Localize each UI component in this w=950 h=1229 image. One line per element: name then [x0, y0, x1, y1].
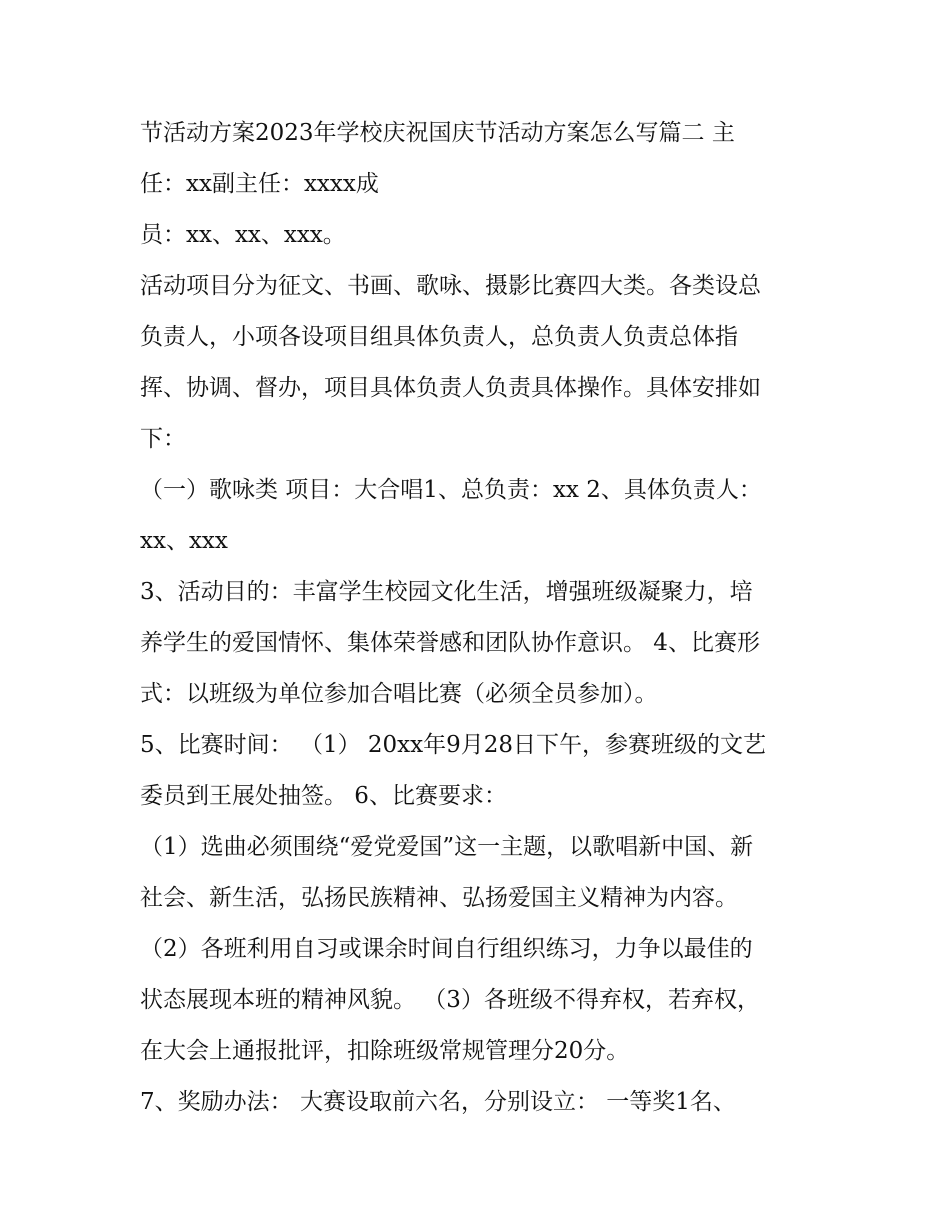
- text-line: 活动项目分为征文、书画、歌咏、摄影比赛四大类。各类设总: [140, 273, 761, 299]
- text-line: （2）各班利用自习或课余时间自行组织练习，力争以最佳的: [140, 936, 753, 962]
- text-line: 任：xx副主任：xxxx成: [140, 171, 379, 197]
- text-line: 状态展现本班的精神风貌。 （3）各班级不得弃权，若弃权，: [140, 987, 760, 1013]
- text-line: 式：以班级为单位参加合唱比赛（必须全员参加）。: [140, 681, 658, 707]
- text-line: 下：: [140, 426, 186, 452]
- text-line: 社会、新生活，弘扬民族精神、弘扬爱国主义精神为内容。: [140, 885, 738, 911]
- text-line: 委员到王展处抽签。 6、比赛要求：: [140, 783, 507, 809]
- text-line: xx、xxx: [140, 528, 228, 554]
- text-line: 在大会上通报批评，扣除班级常规管理分20分。: [140, 1038, 630, 1064]
- text-line: 养学生的爱国情怀、集体荣誉感和团队协作意识。 4、比赛形: [140, 630, 760, 656]
- text-line: 负责人，小项各设项目组具体负责人，总负责人负责总体指: [140, 324, 738, 350]
- text-line: 挥、协调、督办，项目具体负责人负责具体操作。具体安排如: [140, 375, 761, 401]
- text-line: 5、比赛时间： （1） 20xx年9月28日下午，参赛班级的文艺: [140, 732, 766, 758]
- text-line: 员：xx、xx、xxx。: [140, 222, 346, 248]
- text-line: 7、奖励办法： 大赛设取前六名，分别设立： 一等奖1名、: [140, 1089, 736, 1115]
- text-line: （1）选曲必须围绕“爱党爱国”这一主题，以歌唱新中国、新: [140, 834, 754, 860]
- text-line: 节活动方案2023年学校庆祝国庆节活动方案怎么写篇二 主: [140, 120, 735, 146]
- document-body: [140, 108, 820, 1128]
- text-line: （一）歌咏类 项目：大合唱1、总负责：xx 2、具体负责人：: [140, 477, 762, 503]
- text-line: 3、活动目的：丰富学生校园文化生活，增强班级凝聚力，培: [140, 579, 753, 605]
